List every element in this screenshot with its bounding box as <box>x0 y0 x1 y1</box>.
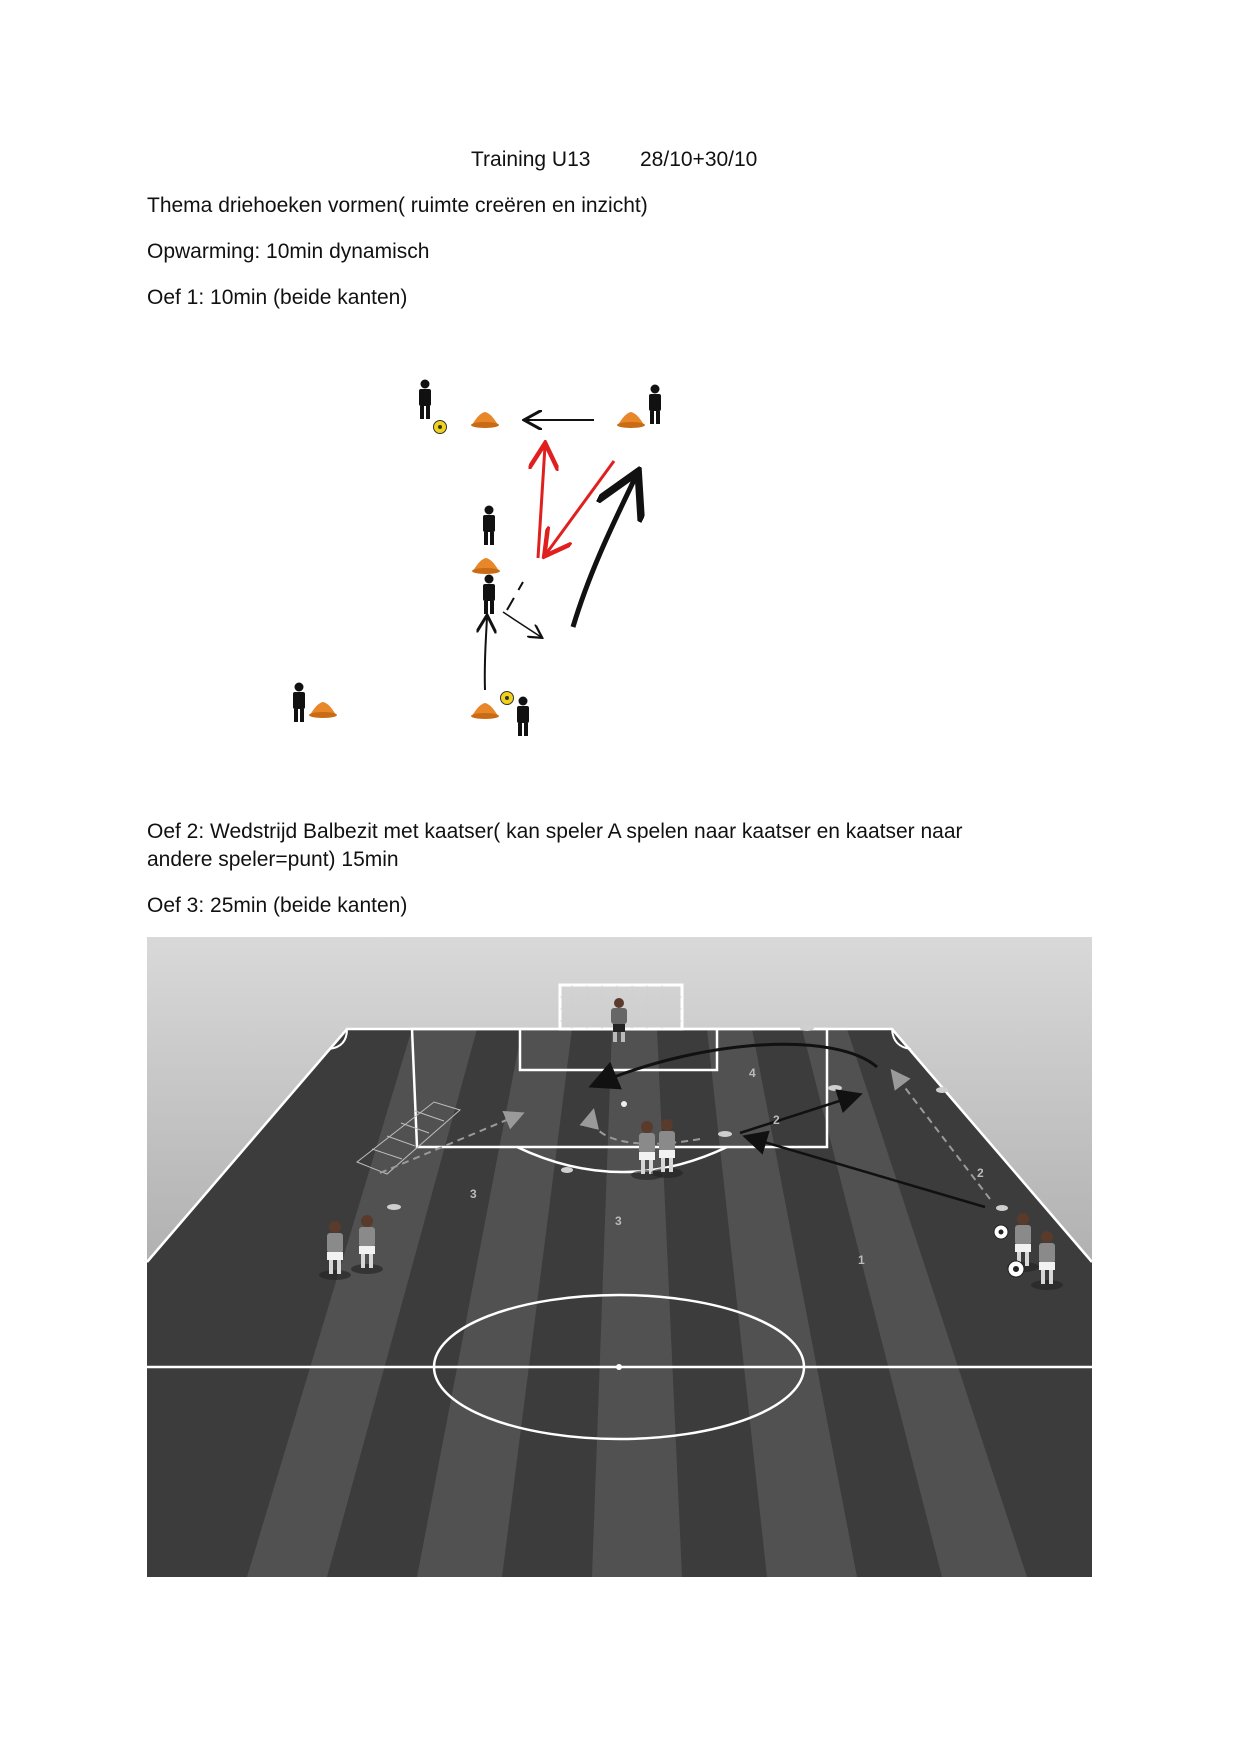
step-label: 3 <box>615 1214 622 1228</box>
step-label: 2 <box>977 1166 984 1180</box>
player-icon <box>517 697 529 737</box>
step-label: 2 <box>773 1113 780 1127</box>
red-pass-arrow <box>538 446 545 558</box>
player-icon <box>293 683 305 723</box>
page-title: Training U13 <box>471 148 591 171</box>
exercise3-line: Oef 3: 25min (beide kanten) <box>147 894 408 917</box>
step-label: 1 <box>858 1253 865 1267</box>
exercise3-pitch-diagram <box>147 937 1092 1577</box>
run-arrow-bold <box>573 476 636 627</box>
theme-line: Thema driehoeken vormen( ruimte creëren en inzicht) <box>147 194 648 217</box>
player-icon <box>419 380 431 420</box>
run-arrow <box>503 612 541 637</box>
cone-icon <box>617 412 645 428</box>
run-dashed-line <box>507 582 523 610</box>
warmup-line: Opwarming: 10min dynamisch <box>147 240 430 263</box>
cone-icon <box>309 702 337 718</box>
pass-arrow <box>485 617 487 690</box>
cone-icon <box>471 412 499 428</box>
player-icon <box>483 506 495 546</box>
exercise1-line: Oef 1: 10min (beide kanten) <box>147 286 408 309</box>
step-label: 3 <box>470 1187 477 1201</box>
cone-icon <box>472 558 500 574</box>
training-dates: 28/10+30/10 <box>640 148 758 171</box>
step-label: 4 <box>749 1066 756 1080</box>
exercise2-line1: Oef 2: Wedstrijd Balbezit met kaatser( kan speler A spelen naar kaatser en kaatser naar <box>147 820 963 843</box>
player-icon <box>649 385 661 425</box>
exercise1-diagram <box>0 0 1241 800</box>
player-icon <box>483 575 495 615</box>
exercise2-line2: andere speler=punt) 15min <box>147 848 399 871</box>
ball-icon <box>434 421 447 434</box>
ball-icon <box>501 692 514 705</box>
ball-icon <box>994 1225 1008 1239</box>
ball-icon <box>1008 1261 1024 1277</box>
cone-icon <box>471 703 499 719</box>
